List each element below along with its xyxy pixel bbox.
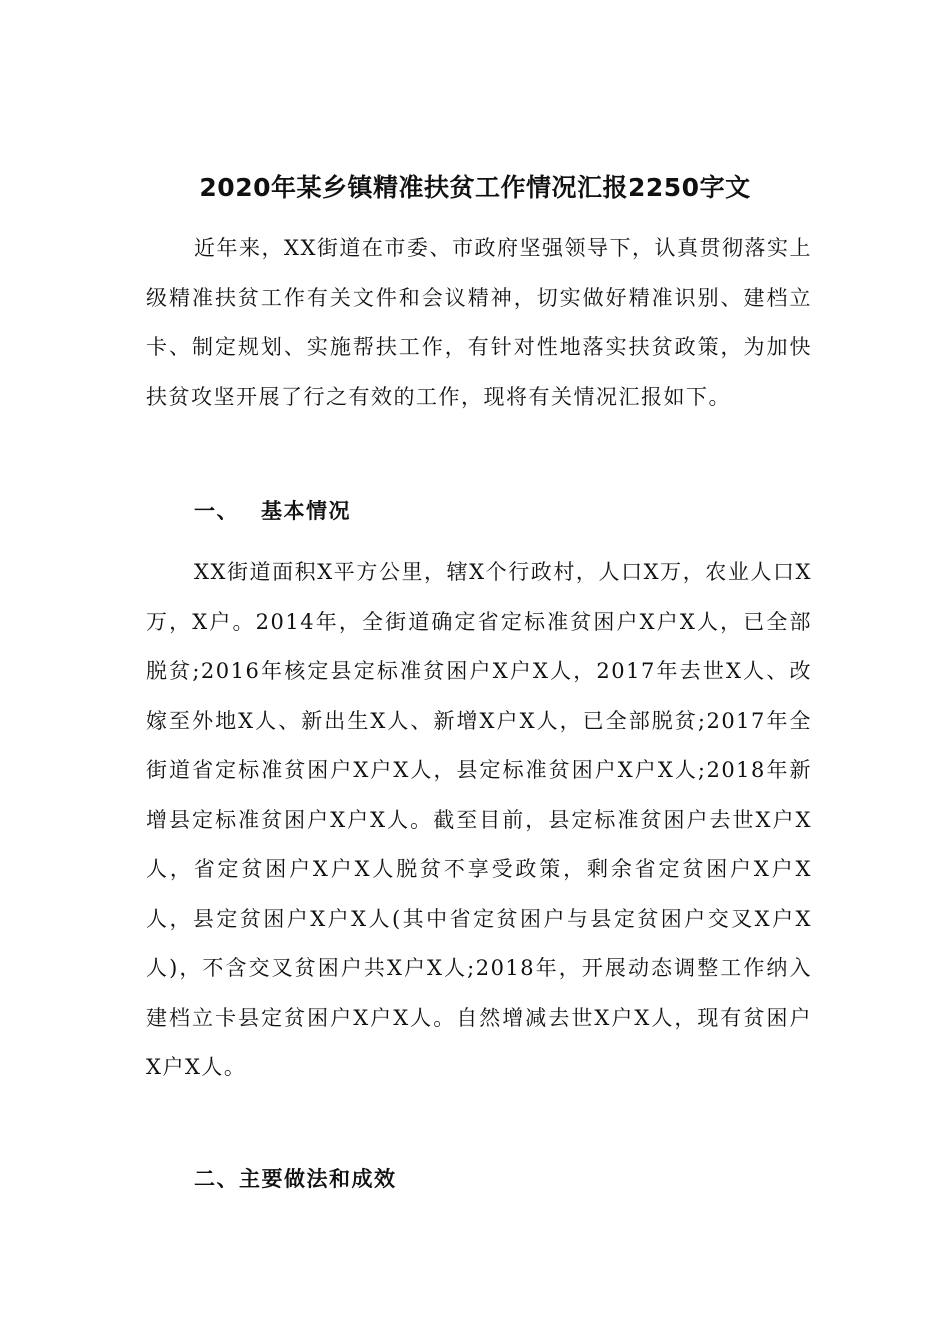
intro-paragraph: 近年来，XX街道在市委、市政府坚强领导下，认真贯彻落实上级精准扶贫工作有关文件和会议精神，切实做好精准识别、建档立卡、制定规划、实施帮扶工作，有针对性地落实扶贫政策，为加快扶贫攻坚开展了行之有效的工作，现将有关情况汇报如下。 xyxy=(146,236,812,409)
document-title: 2020年某乡镇精准扶贫工作情况汇报2250字文 xyxy=(199,173,751,202)
section-heading-text: 基本情况 xyxy=(261,499,351,523)
section-number: 一、 xyxy=(194,499,239,523)
basic-info-paragraph: XX街道面积X平方公里，辖X个行政村，人口X万，农业人口X万，X户。2014年，全街道确定省定标准贫困户X户X人，已全部脱贫;2016年核定县定标准贫困户X户X人，2017年去世X人、改嫁至外地X人、新出生X人、新增X户X人，已全部脱贫;2017年全街道省定标准贫困户X户X人，县定标准贫困户X户X人;2018年新增县定标准贫困户X户X人。截至目前，县定标准贫困户去世X户X人，省定贫困户X户X人脱贫不享受政策，剩余省定贫困户X户X人，县定贫困户X户X人(其中省定贫困户与县定贫困户交叉X户X人)，不含交叉贫困户共X户X人;2018年，开展动态调整工作纳入建档立卡县定贫困户X户X人。自然增减去世X户X人，现有贫困户X户X人。 xyxy=(146,560,812,1079)
section-heading-basic-info xyxy=(194,495,351,527)
section-heading-main-practices: 二、主要做法和成效 xyxy=(194,1167,397,1191)
